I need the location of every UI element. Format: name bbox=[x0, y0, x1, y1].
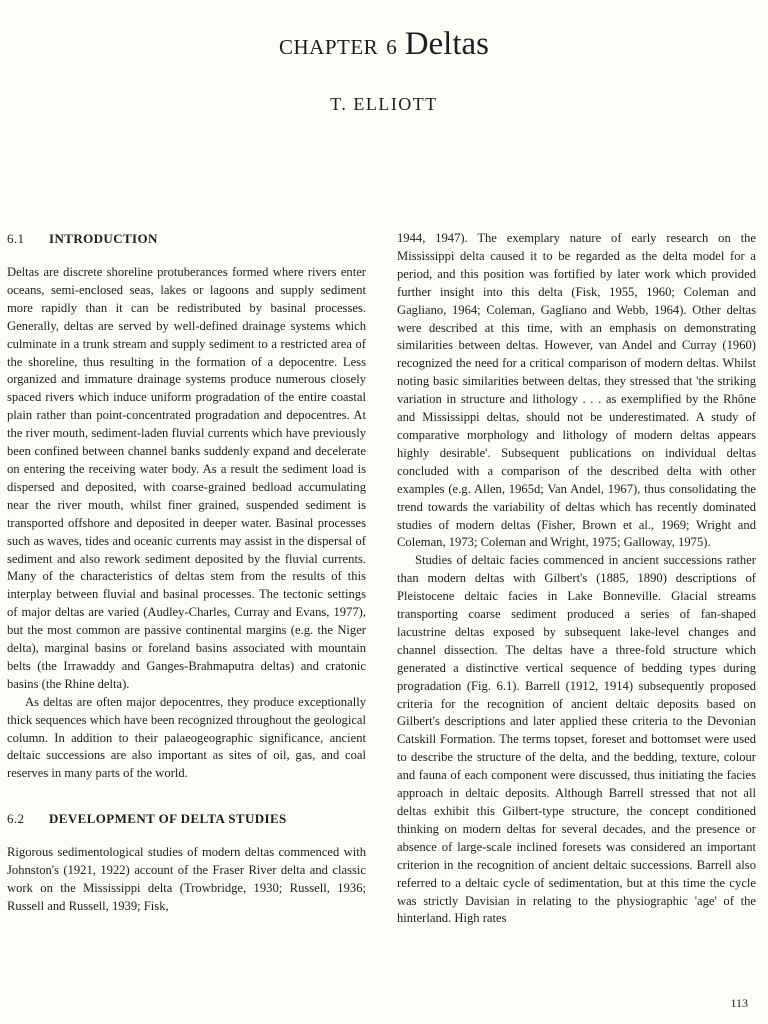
section-heading-6-2 bbox=[7, 810, 366, 828]
paragraph: As deltas are often major depocentres, they produce exceptionally thick sequences which have been recognized throughout the geological column. In addition to their palaeogeographic significance, ancient deltaic successions are also important as sites of oil, gas, and coal reserves in many parts of the world. bbox=[7, 694, 366, 781]
paragraph: Studies of deltaic facies commenced in ancient successions rather than modern deltas with Gilbert's (1885, 1890) descriptions of Pleistocene deltaic facies in Lake Bonneville. Glacial streams transporting coarse sediment produced a series of fan-shaped lacustrine deltas exposed by subsequent lake-level changes and channel dissection. The deltas have a three-fold structure which generated a distinctive vertical sequence of bedding types during progradation (Fig. 6.1). Barrell (1912, 1914) subsequently proposed criteria for the recognition of ancient deltaic deposits based on Gilbert's descriptions and later applied these criteria to the Devonian Catskill Formation. The terms topset, foreset and bottomset were used to describe the structure of the delta, and the bedding, texture, colour and fauna of each component were discussed, thus initiating the facies approach in deltaic deposits. Although Barrell stressed that not all deltas exhibit this Gilbert-type structure, the concept conditioned thinking on modern deltas for several decades, and the presence or absence of large-scale inclined foresets was considered an important criterion in the recognition of ancient deltaic successions. Barrell also referred to a deltaic cycle of sedimentation, but at this time the cycle was strictly Davisian in relating to the physiographic 'age' of the hinterland. High rates bbox=[397, 553, 756, 926]
section-title: INTRODUCTION bbox=[49, 231, 158, 246]
chapter-number: 6 bbox=[386, 35, 397, 59]
section-number: 6.1 bbox=[7, 231, 25, 246]
section-number: 6.2 bbox=[7, 811, 25, 827]
paragraph: Deltas are discrete shoreline protuberances formed where rivers enter oceans, semi-enclosed seas, lakes or lagoons and supply sediment more rapidly than it can be redistributed by basinal processes. Generally, deltas are served by well-defined drainage systems which culminate in a trunk stream and supply sediment to a restricted area of the shoreline, thus resulting in the formation of a depocentre. Less organized and immature drainage systems produce numerous closely spaced rivers which induce uniform progradation of the entire coastal plain rather than point-concentrated progradation and depocentres. At the river mouth, sediment-laden fluvial currents which have previously been confined between channel banks suddenly expand and decelerate on entering the receiving water body. As a result the sediment load is dispersed and deposited, with coarse-grained bedload accumulating near the river mouth, whilst finer grained, suspended sediment is transported offshore and deposited in deeper water. Basinal processes such as waves, tides and oceanic currents may assist in the dispersal of sediment and also rework sediment deposited by the fluvial currents. Many of the characteristics of deltas stem from the results of this interplay between fluvial and basinal processes. The tectonic settings of major deltas are varied (Audley-Charles, Curray and Evans, 1977), but the most common are passive continental margins (e.g. the Niger delta), marginal basins or foreland basins associated with mountain belts (the Irrawaddy and Ganges-Brahmaputra deltas) and cratonic basins (the Rhine delta). bbox=[7, 265, 366, 691]
chapter-label: CHAPTER bbox=[279, 35, 379, 59]
author: T. ELLIOTT bbox=[330, 94, 438, 114]
left-column bbox=[7, 230, 366, 916]
paragraph: Rigorous sedimentological studies of modern deltas commenced with Johnston's (1921, 1922) account of the Fraser River delta and classic work on the Mississippi delta (Trowbridge, 1930; Russell, 1936; Russell and Russell, 1939; Fisk, bbox=[7, 845, 366, 913]
page-number: 113 bbox=[730, 996, 748, 1010]
chapter-name: Deltas bbox=[404, 26, 489, 62]
section-title: DEVELOPMENT OF DELTA STUDIES bbox=[49, 811, 287, 827]
section-heading-6-1 bbox=[7, 230, 366, 248]
right-column bbox=[397, 230, 756, 928]
paragraph: 1944, 1947). The exemplary nature of early research on the Mississippi delta caused it to be regarded as the delta model for a period, and this position was fortified by later work which provided further insight into this delta (Fisk, 1955, 1960; Coleman and Gagliano, 1964; Coleman, Gagliano and Webb, 1964). Other deltas were described at this time, with an emphasis on demonstrating similarities between deltas. However, van Andel and Curray (1960) recognized the need for a critical comparison of modern deltas. Whilst noting basic similarities between deltas, they stressed that 'the striking variation in structure and lithology . . . as exemplified by the Rhône and Mississippi deltas, should not be underestimated. A study of comparative morphology and lithology of modern deltas appears highly desirable'. Subsequent publications on individual deltas concluded with a comparison of the described delta with other examples (e.g. Allen, 1965d; Van Andel, 1967), thus consolidating the trend towards the variability of deltas which has recently dominated studies of modern deltas (Fisher, Brown et al., 1969; Wright and Coleman, 1973; Coleman and Wright, 1975; Galloway, 1975). bbox=[397, 231, 756, 550]
chapter-title bbox=[0, 28, 768, 61]
